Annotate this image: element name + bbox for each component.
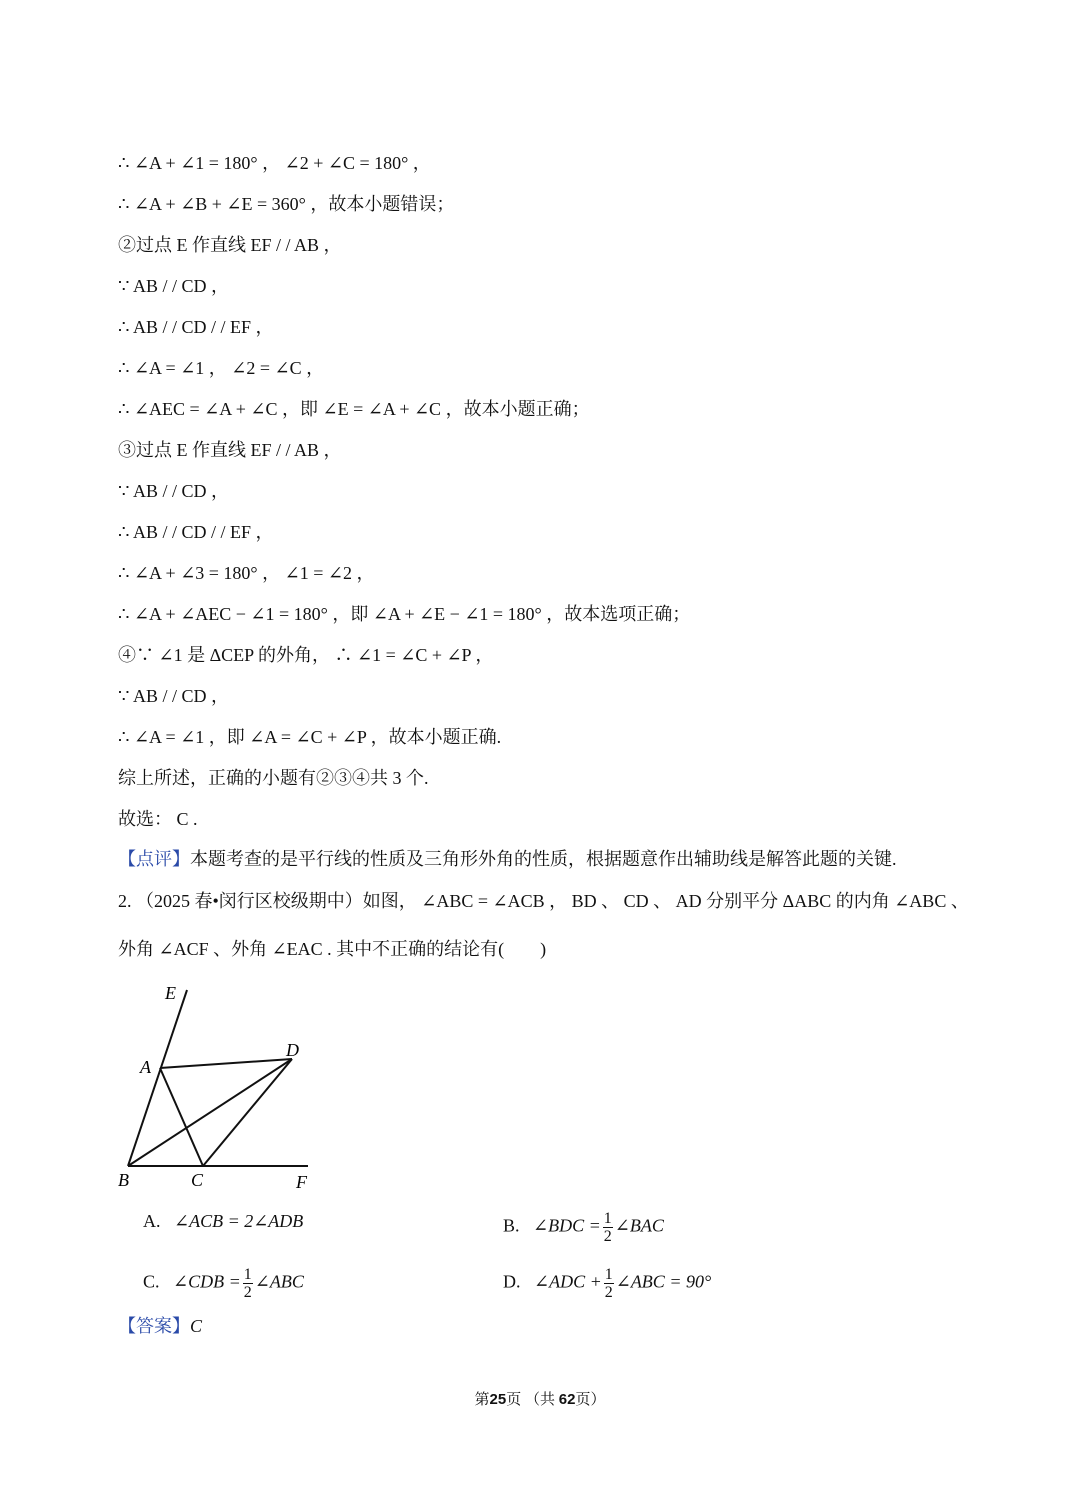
option-d-text: ∠ADC + [534, 1271, 602, 1292]
question-line-1: 2. （2025 春•闵行区校级期中）如图， ∠ABC = ∠ACB ， BD 、 CD 、 AD 分别平分 ΔABC 的内角 ∠ABC 、 [118, 891, 969, 911]
solution-line: ∴ ∠A + ∠B + ∠E = 360° ，故本小题错误； [118, 194, 455, 214]
fraction [243, 1266, 253, 1301]
page-number: 25 [489, 1391, 507, 1408]
option-b-text-post: ∠BAC [614, 1215, 664, 1236]
option-d-label: D. [503, 1271, 521, 1292]
solution-line: ∴ ∠A + ∠AEC − ∠1 = 180° ，即 ∠A + ∠E − ∠1 = 180° ，故本选项正确； [118, 604, 691, 624]
option-c[interactable] [143, 1266, 304, 1301]
ray-be [128, 990, 187, 1166]
label-d: D [286, 1040, 299, 1060]
option-a-label: A. [143, 1211, 161, 1231]
numerator: 1 [604, 1266, 613, 1283]
solution-line: ∴ ∠A + ∠1 = 180° ， ∠2 + ∠C = 180° ， [118, 153, 431, 173]
solution-line: 综上所述，正确的小题有②③④共 3 个. [118, 768, 429, 788]
option-d[interactable] [503, 1266, 711, 1301]
fraction [604, 1266, 614, 1301]
solution-line: ∴ ∠A + ∠3 = 180° ， ∠1 = ∠2 ， [118, 563, 375, 583]
option-c-label: C. [143, 1271, 160, 1292]
footer-mid: 页 （共 [506, 1392, 559, 1408]
fraction [603, 1210, 613, 1245]
solution-line: ③过点 E 作直线 EF / / AB ， [118, 440, 342, 460]
comment-tag: 【点评】 [118, 849, 190, 869]
footer-post: 页） [575, 1392, 606, 1408]
option-c-text: ∠CDB = [173, 1271, 241, 1292]
label-f: F [296, 1172, 307, 1192]
total-pages: 62 [558, 1391, 576, 1408]
solution-line: ∵ AB / / CD ， [118, 686, 229, 706]
answer-value: C [190, 1316, 203, 1336]
label-a: A [140, 1057, 151, 1077]
denominator: 2 [604, 1284, 613, 1301]
solution-line: 故选： C . [118, 809, 198, 829]
comment-text: 本题考查的是平行线的性质及三角形外角的性质，根据题意作出辅助线是解答此题的关键. [190, 849, 897, 869]
answer-tag: 【答案】 [118, 1316, 190, 1336]
segment-bd [128, 1059, 292, 1166]
solution-line: ②过点 E 作直线 EF / / AB ， [118, 235, 342, 255]
option-b-text: ∠BDC = [533, 1215, 601, 1236]
solution-line: ∴ ∠A = ∠1 ，即 ∠A = ∠C + ∠P ，故本小题正确. [118, 727, 502, 747]
answer [118, 1315, 202, 1337]
footer-pre: 第 [474, 1392, 490, 1408]
solution-line: ④∵ ∠1 是 ΔCEP 的外角， ∴ ∠1 = ∠C + ∠P ， [118, 645, 494, 665]
solution-line: ∴ AB / / CD / / EF ， [118, 522, 274, 542]
solution-line: ∴ ∠A = ∠1 ， ∠2 = ∠C ， [118, 358, 325, 378]
solution-line: ∵ AB / / CD ， [118, 481, 229, 501]
segment-ac [160, 1068, 203, 1166]
denominator: 2 [243, 1284, 252, 1301]
page-footer [0, 1388, 1080, 1409]
solution-line: ∴ AB / / CD / / EF ， [118, 317, 274, 337]
label-e: E [165, 983, 176, 1003]
label-c: C [191, 1170, 204, 1190]
option-a-text: ∠ACB = 2∠ADB [174, 1211, 304, 1231]
option-b-label: B. [503, 1215, 520, 1236]
option-c-text-post: ∠ABC [254, 1271, 304, 1292]
label-b: B [118, 1170, 129, 1190]
solution-line: ∴ ∠AEC = ∠A + ∠C ，即 ∠E = ∠A + ∠C ，故本小题正确； [118, 399, 590, 419]
numerator: 1 [243, 1266, 252, 1283]
denominator: 2 [603, 1228, 612, 1245]
segment-ad [160, 1059, 292, 1068]
option-d-text-post: ∠ABC = 90° [615, 1271, 712, 1292]
question-line-2: 外角 ∠ACF 、外角 ∠EAC . 其中不正确的结论有( ) [118, 939, 547, 959]
option-b[interactable] [503, 1210, 664, 1245]
segment-cd [203, 1059, 292, 1166]
numerator: 1 [603, 1210, 612, 1227]
option-a[interactable] [143, 1210, 303, 1232]
solution-line: ∵ AB / / CD ， [118, 276, 229, 296]
